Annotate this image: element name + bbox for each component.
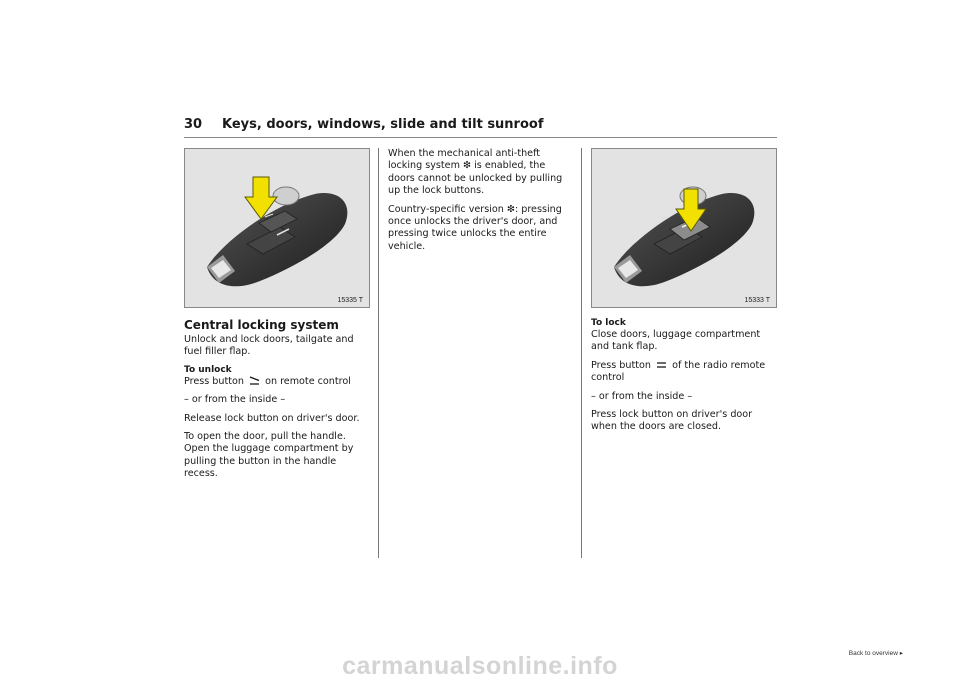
key-fob-illustration <box>185 149 369 307</box>
arrow-right-icon: ▸ <box>899 650 903 657</box>
figure-key-lock <box>591 148 777 308</box>
snowflake-icon: ❇ <box>463 160 472 172</box>
figure-number: 15333 T <box>744 297 770 304</box>
back-link-label: Back to overview <box>848 650 898 657</box>
column-divider-right <box>581 148 582 558</box>
unlock-press-prefix: Press button <box>184 375 244 387</box>
or-inside-text: – or from the inside – <box>591 390 693 402</box>
lock-button-icon <box>656 360 667 369</box>
left-text-column <box>184 318 370 487</box>
lock-heading: To lock <box>591 318 626 328</box>
snowflake-icon-2: ❇ <box>506 203 515 215</box>
lock-intro-text: Close doors, luggage compartment and tank flap. <box>591 329 761 353</box>
country-specific-text <box>388 204 574 254</box>
middle-text-column <box>388 148 574 259</box>
watermark: carmanualsonline.info <box>342 652 618 680</box>
column-divider-left <box>378 148 379 558</box>
anti-theft-text <box>388 148 574 198</box>
country-specific-prefix: Country-specific version <box>388 203 504 215</box>
intro-text: Unlock and lock doors, tailgate and fuel filler flap. <box>184 334 354 358</box>
figure-number: 15335 T <box>337 297 363 304</box>
unlock-button-icon <box>249 376 260 385</box>
right-text-column <box>591 318 777 440</box>
page-title: Keys, doors, windows, slide and tilt sunroof <box>222 117 544 132</box>
press-lock-text: Press lock button on driver's door when the doors are closed. <box>591 409 753 433</box>
lock-press-suffix: of the radio remote control <box>591 359 766 384</box>
lock-instruction <box>591 360 777 385</box>
key-fob-illustration-lock <box>592 149 776 307</box>
or-inside-text: – or from the inside – <box>184 394 286 406</box>
page-number: 30 <box>184 117 203 132</box>
lock-press-prefix: Press button <box>591 359 651 371</box>
open-door-text: To open the door, pull the handle. Open the luggage compartment by pulling the button in the handle recess. <box>184 431 354 480</box>
unlock-press-suffix: on remote control <box>265 375 351 387</box>
country-specific-suffix: : pressing once unlocks the driver's door, and pressing twice unlocks the entire vehicle. <box>388 203 562 252</box>
section-title: Central locking system <box>184 318 339 332</box>
anti-theft-prefix: When the mechanical anti-theft locking system <box>388 148 541 172</box>
header-rule <box>184 137 777 138</box>
release-lock-text: Release lock button on driver's door. <box>184 412 360 424</box>
unlock-instruction <box>184 376 370 388</box>
unlock-heading: To unlock <box>184 364 232 375</box>
figure-key-unlock <box>184 148 370 308</box>
anti-theft-suffix: is enabled, the doors cannot be unlocked by pulling up the lock buttons. <box>388 160 563 197</box>
